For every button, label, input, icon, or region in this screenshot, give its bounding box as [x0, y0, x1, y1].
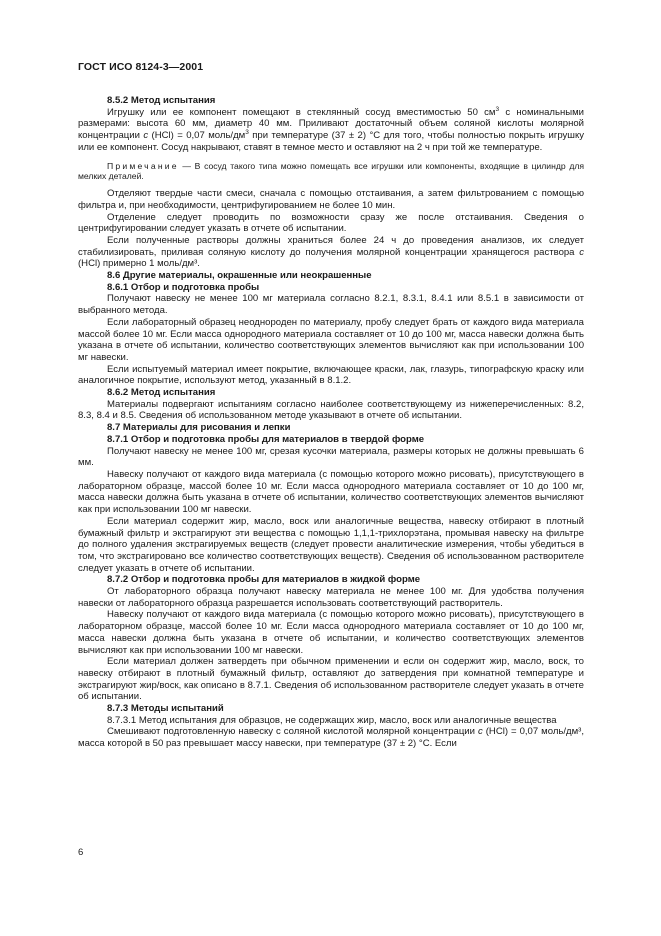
paragraph: Навеску получают от каждого вида материала (с помощью которого можно рисовать), присутствующего в лабораторном образце, массой более 10 мг. Если масса однородного материала составляет от 10 до 100 мг, масса навески должна быть указана в отчете об испытании, и количество соответствующих элементов вычисляют как при использовании 100 мг навески.	[78, 609, 584, 656]
paragraph: Если испытуемый материал имеет покрытие, включающее краски, лак, глазурь, типографскую краску или аналогичное покрытие, используют метод, указанный в 8.1.2.	[78, 363, 584, 387]
paragraph: Если лабораторный образец неоднороден по материалу, пробу следует брать от каждого вида материала массой более 10 мг. Если масса однородного материала составляет от 10 до 100 мг, масса навески должна быть указана в отчете об испытании, количество соответствующих элементов вычисляют как при использовании 100 мг навески.	[78, 316, 584, 363]
paragraph: 8.7.3.1 Метод испытания для образцов, не содержащих жир, масло, воск или аналогичные вещества	[107, 714, 557, 726]
note-label: Примечание	[107, 160, 179, 171]
paragraph: Материалы подвергают испытаниям согласно наиболее соответствующему из нижеперечисленных: 8.2, 8.3, 8.4 и 8.5. Сведения об использованном методе указывают в отчете об испытании.	[78, 398, 584, 422]
paragraph: От лабораторного образца получают навеску материала не менее 100 мг. Для удобства получения навески от лабораторного образца разрешается использовать соответствующий растворитель.	[78, 586, 584, 609]
document-body	[78, 95, 584, 750]
paragraph: Смешивают подготовленную навеску с соляной кислотой молярной концентрации c (HCl) = 0,07 моль/дм³, масса которой в 50 раз превышает массу навески, при температуре (37 ± 2) °С. Если	[78, 726, 584, 750]
paragraph: Если материал должен затвердеть при обычном применении и если он содержит жир, масло, воск, то навеску отбирают в плотный бумажный фильтр, оставляют до затвердения при комнатной температуре и экстрагируют жир/воск, как описано в 8.7.1. Сведения об использованном растворителе следует указать в отчете об испытании.	[78, 656, 584, 703]
paragraph: Если материал содержит жир, масло, воск или аналогичные вещества, навеску отбирают в плотный бумажный фильтр и экстрагируют эти вещества с помощью 1,1,1-трихлорэтана, промывая навеску на фильтре до полного удаления экстрагируемых веществ (следует провести аналитические измерения, чтобы убедиться в том, что экстрагировано все количество соответствующих веществ). Сведения об использованном растворителе следует указать в отчете об испытании.	[78, 515, 584, 574]
document-header: ГОСТ ИСО 8124-3—2001	[78, 61, 204, 73]
paragraph: Если полученные растворы должны храниться более 24 ч до проведения анализов, их следует стабилизировать, приливая соляную кислоту до получения молярной концентрации хранящегося раствора c (HCl) примерно 1 моль/дм³.	[78, 234, 584, 270]
section-title-8-6: 8.6 Другие материалы, окрашенные или неокрашенные	[107, 270, 372, 282]
section-title-8-7-1: 8.7.1 Отбор и подготовка пробы для материалов в твердой форме	[107, 433, 425, 445]
section-title-8-7-3: 8.7.3 Методы испытаний	[107, 703, 224, 715]
paragraph: Отделение следует проводить по возможности сразу же после отстаивания. Сведения о центрифугировании следует указать в отчете об испытании.	[78, 211, 584, 235]
paragraph: Игрушку или ее компонент помещают в стеклянный сосуд вместимостью 50 $см^3$ с номинальными размерами: высота 60 мм, диаметр 40 мм. Приливают достаточный объем соляной кислоты молярной концентрации c (HCl) = 0,07 моль/$дм^3$ при температуре (37 ± 2) °С для того, чтобы полностью покрыть игрушку или ее компонент. Сосуд накрывают, ставят в темное место и оставляют на 2 ч при той же температуре.	[78, 105, 585, 153]
section-title-8-7: 8.7 Материалы для рисования и лепки	[107, 422, 291, 434]
paragraph: Навеску получают от каждого вида материала (с помощью которого можно рисовать), присутствующего в лабораторном образце, массой более 10 мг. Если масса однородного материала составляет от 10 до 100 мг, масса навески должна быть указана в отчете об испытании, количество соответствующих элементов вычисляют как при использовании 100 мг навески.	[78, 468, 584, 516]
section-title-8-5-2: 8.5.2 Метод испытания	[107, 95, 216, 106]
paragraph: Отделяют твердые части смеси, сначала с помощью отстаивания, а затем фильтрованием с помощью фильтра и, при необходимости, центрифугированием не более 10 мин.	[78, 188, 584, 211]
section-title-8-6-2: 8.6.2 Метод испытания	[107, 387, 216, 399]
note-paragraph: Примечание — В сосуд такого типа можно помещать все игрушки или компоненты, входящие в цилиндр для мелких деталей.	[78, 160, 584, 182]
paragraph: Получают навеску не менее 100 мг, срезая кусочки материала, размеры которых не должны превышать 6 мм.	[78, 445, 584, 469]
paragraph: Получают навеску не менее 100 мг материала согласно 8.2.1, 8.3.1, 8.4.1 или 8.5.1 в зависимости от выбранного метода.	[78, 293, 584, 317]
section-title-8-6-1: 8.6.1 Отбор и подготовка пробы	[107, 281, 260, 293]
page-number: 6	[78, 847, 84, 858]
section-title-8-7-2: 8.7.2 Отбор и подготовка пробы для материалов в жидкой форме	[107, 574, 421, 586]
